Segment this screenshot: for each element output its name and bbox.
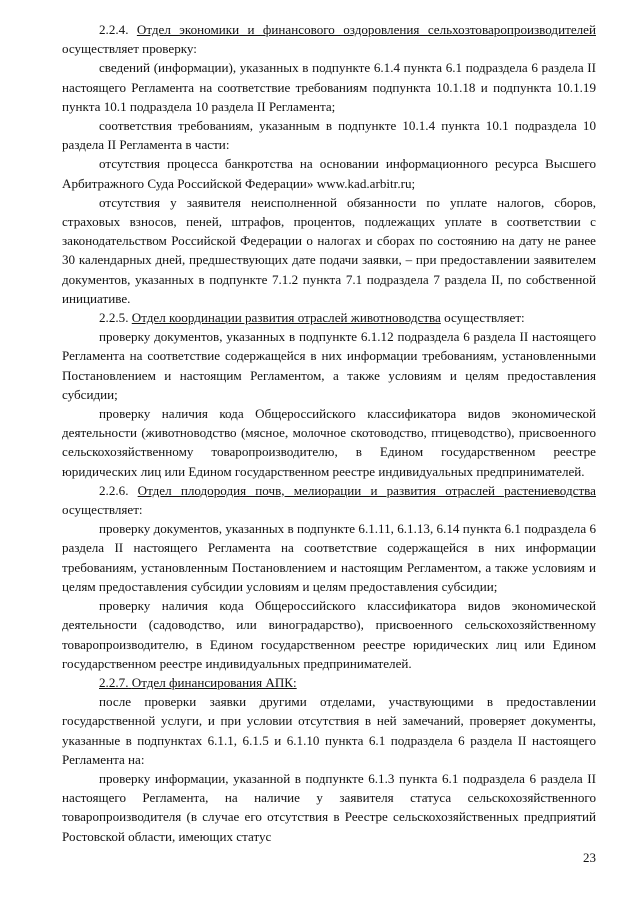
department-title: Отдел экономики и финансового оздоровления сельхозтоваропроизводителей	[136, 22, 596, 37]
paragraph: проверку документов, указанных в подпункте 6.1.12 подраздела 6 раздела II настоящего Регламента на соответствие содержащейся в них информации требованиям, установленными Постановлением и настоящим Регламентом, а также условиям и целям предоставления субсидии;	[62, 329, 596, 402]
page-number: 23	[583, 850, 596, 865]
paragraph: проверку наличия кода Общероссийского классификатора видов экономической деятельности (животноводство (мясное, молочное скотоводство, птицеводство), присвоенного сельскохозяйственному товаропроизводителю, в Едином государственном реестре юридических лиц или Едином государственном реестре индивидуальных предпринимателей.	[62, 406, 596, 479]
section-2-2-4-heading	[62, 20, 596, 58]
heading-rest: осуществляет проверку:	[62, 41, 197, 57]
heading-rest: осуществляет:	[440, 310, 525, 326]
paragraph: соответствия требованиям, указанным в подпункте 10.1.4 пункта 10.1 подраздела 10 раздела II Регламента в части:	[62, 118, 596, 153]
paragraph: отсутствия у заявителя неисполненной обязанности по уплате налогов, сборов, страховых взносов, пеней, штрафов, процентов, подлежащих уплате в соответствии с законодательством Российской Федерации о налогах и сборах по состоянию на дату не ранее 30 календарных дней, предшествующих дате подачи заявки, – при предоставлении заявителем документов, указанных в подпункте 7.1.2 пункта 7.1 подраздела 7 раздела II, по собственной инициативе.	[62, 194, 596, 306]
paragraph: сведений (информации), указанных в подпункте 6.1.4 пункта 6.1 подраздела 6 раздела II настоящего Регламента на соответствие требованиям подпункта 10.1.18 и подпункта 10.1.19 пункта 10.1 подраздела 10 раздела II Регламента;	[62, 60, 596, 114]
paragraph: проверку документов, указанных в подпункте 6.1.11, 6.1.13, 6.14 пункта 6.1 подраздела 6 раздела II настоящего Регламента на соответствие содержащейся в них информации требованиям, установленным Постановлением и настоящим Регламентом, а также условиям и целям предоставления субсидии условиям и целям предоставления субсидии;	[62, 521, 596, 594]
heading-rest: осуществляет:	[62, 502, 143, 518]
department-title: Отдел плодородия почв, мелиорации и развития отраслей растениеводства	[137, 482, 596, 498]
section-number: 2.2.5.	[99, 310, 129, 326]
section-number: 2.2.6.	[99, 482, 129, 498]
paragraph: проверку информации, указанной в подпункте 6.1.3 пункта 6.1 подраздела 6 раздела II настоящего Регламента, на наличие у заявителя статуса сельскохозяйственного товаропроизводителя (в случае его отсутствия в Реестре сельскохозяйственных предприятий Ростовской области, имеющих статус	[62, 770, 596, 844]
department-title: Отдел координации развития отраслей животноводства	[131, 310, 441, 326]
document-page	[62, 20, 596, 846]
section-2-2-6-heading	[62, 481, 596, 519]
department-title: Отдел финансирования АПК:	[131, 674, 297, 690]
section-2-2-7-heading	[62, 673, 596, 692]
section-2-2-5-heading	[62, 308, 596, 327]
section-number: 2.2.7.	[99, 674, 129, 690]
paragraph: отсутствия процесса банкротства на основании информационного ресурса Высшего Арбитражного Суда Российской Федерации» www.kad.arbitr.ru;	[62, 156, 596, 191]
paragraph: проверку наличия кода Общероссийского классификатора видов экономической деятельности (садоводство, или виноградарство), присвоенного сельскохозяйственному товаропроизводителю, в Едином государственном реестре юридических лиц или Едином государственном реестре индивидуальных предпринимателей.	[62, 598, 596, 671]
section-number: 2.2.4.	[99, 22, 129, 37]
paragraph: после проверки заявки другими отделами, участвующими в предоставлении государственной услуги, и при условии отсутствия в ней замечаний, проверяет документы, указанные в подпунктах 6.1.1, 6.1.5 и 6.1.10 пункта 6.1 подраздела 6 раздела II настоящего Регламента на:	[62, 694, 596, 767]
